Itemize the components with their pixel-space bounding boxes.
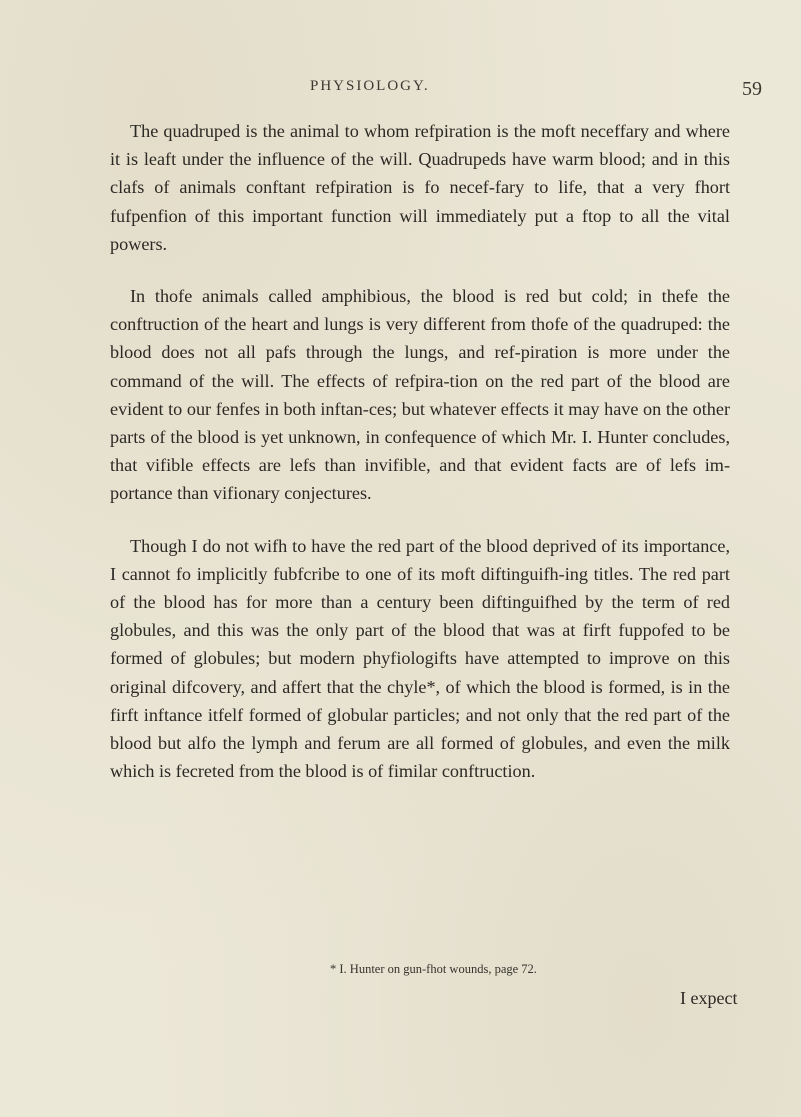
paragraph: The quadruped is the animal to whom refpiration is the moft neceffary and where it is leaft under the influence of the will. Quadrupeds have warm blood; and in this clafs of animals conftant refpiration is fo necef-fary to life, that a very fhort fufpenfion of this important function will immediately put a ftop to all the vital powers.	[110, 121, 730, 254]
paragraph: In thofe animals called amphibious, the blood is red but cold; in thefe the conftruction of the heart and lungs is very different from thofe of the quadruped: the blood does not all pafs through the lungs, and ref-piration is more under the command of the will. The effects of refpira-tion on the red part of the blood are evident to our fenfes in both inftan-ces; but whatever effects it may have on the other parts of the blood is yet unknown, in confequence of which Mr. I. Hunter concludes, that vifible effects are lefs than invifible, and that evident facts are of lefs im-portance than vifionary conjectures.	[110, 286, 730, 504]
page-header	[0, 78, 801, 102]
footnote: * I. Hunter on gun-fhot wounds, page 72.	[330, 962, 537, 976]
catchword: I expect	[680, 988, 738, 1008]
paragraph: Though I do not wifh to have the red part of the blood deprived of its importance, I cannot fo implicitly fubfcribe to one of its moft diftinguifh-ing titles. The red part of the blood has for more than a century been diftinguifhed by the term of red globules, and this was the only part of the blood that was at firft fuppofed to be formed of globules; but modern phyfiologifts have attempted to improve on this original difcovery, and affert that the chyle*, of which the blood is formed, is in the firft inftance itfelf formed of globular particles; and not only that the red part of the blood but alfo the lymph and ferum are all formed of globules, and even the milk which is fecreted from the blood is of fimilar conftruction.	[110, 535, 730, 782]
body-text	[110, 117, 730, 809]
running-head: PHYSIOLOGY.	[310, 78, 430, 94]
page-number: 59	[742, 78, 762, 100]
